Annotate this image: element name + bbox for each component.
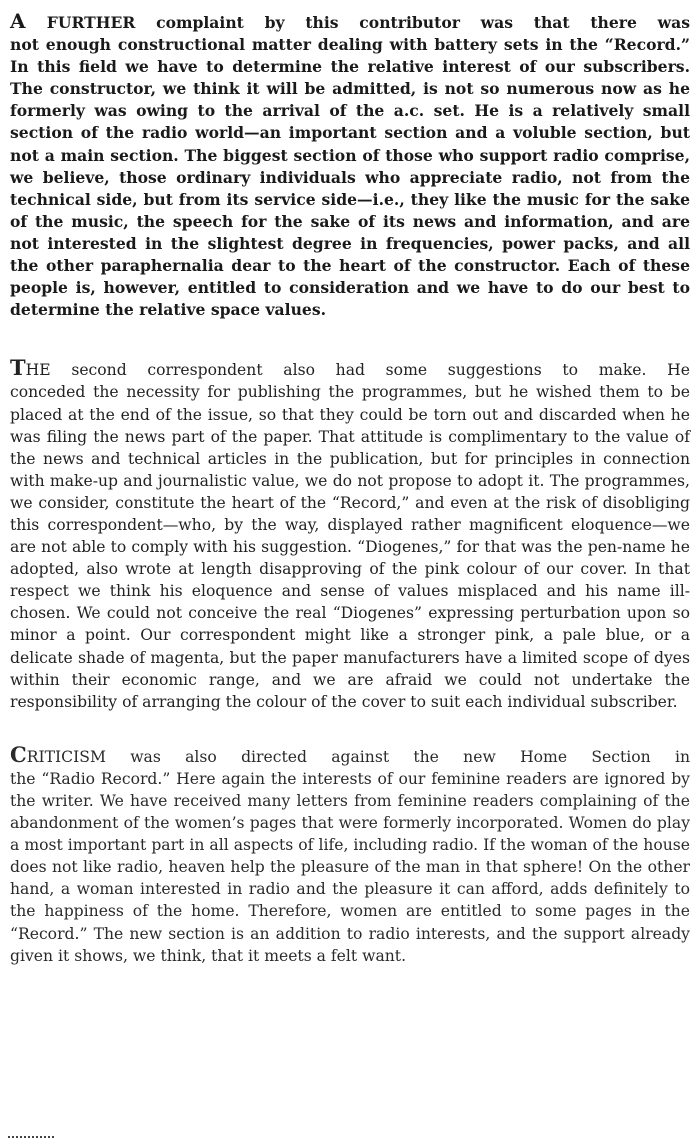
drop-initial: T [10, 355, 26, 381]
paragraph-opening-line [10, 357, 690, 381]
bottom-divider [8, 1136, 54, 1138]
drop-initial: A [10, 9, 27, 33]
paragraph-home-section [10, 741, 690, 967]
paragraph-opening-line [10, 10, 690, 34]
paragraph-body-text: not enough constructional matter dealing with battery sets in the “Record.” In this field we have to determine the relative interest of our subscribers. The constructor, we think it will be admitted, is not so numerous now as he formerly was owing to the arrival of the a.c. set. He is a relatively small section of the radio world—an important section and a voluble section, but not a main section. The biggest section of those who support radio comprise, we believe, those ordinary individuals who appreciate radio, not from the technical side, but from its service side—i.e., they like the music for the sake of the music, the speech for the sake of its news and information, and are not interested in the slightest degree in frequencies, power packs, and all the other paraphernalia dear to the heart of the constructor. Each of these people is, however, entitled to consideration and we have to do our best to determine the relative space values. [10, 35, 690, 320]
opening-line-text: HE second correspondent also had some suggestions to make. He [25, 361, 690, 380]
opening-line-text: complaint by this contributor was that there was [135, 13, 690, 32]
paragraph-body-text: conceded the necessity for publishing the programmes, but he wished them to be placed at the end of the issue, so that they could be torn out and discarded when he was filing the news part of the paper. That attitude is complimentary to the value of the news and technical articles in the publication, but for principles in connection with make-up and journalistic value, we do not propose to adopt it. The programmes, we consider, constitute the heart of the “Record,” and even at the risk of disobliging this correspondent—who, by the way, displayed rather magnificent eloquence—we are not able to comply with his suggestion. “Diogenes,” for that was the pen-name he adopted, also wrote at length disapproving of the pink colour of our cover. In that respect we think his eloquence and sense of values misplaced and his name ill-chosen. We could not conceive the real “Diogenes” expressing perturbation upon so minor a point. Our correspondent might like a stronger pink, a pale blue, or a delicate shade of magenta, but the paper manufacturers have a limited scope of dyes within their economic range, and we are afraid we could not undertake the responsibility of arranging the colour of the cover to suit each individual subscriber. [10, 383, 690, 711]
paragraph-body-text: the “Radio Record.” Here again the interests of our feminine readers are ignored by the writer. We have received many letters from feminine readers complaining of the abandonment of the women’s pages that were formerly incorporated. Women do play a most important part in all aspects of life, including radio. If the woman of the house does not like radio, heaven help the pleasure of the man in that sphere! On the other hand, a woman interested in radio and the pleasure it can afford, adds definitely to the happiness of the home. Therefore, women are entitled to some pages in the “Record.” The new section is an addition to radio interests, and the support already given it shows, we think, that it meets a felt want. [10, 769, 690, 965]
opening-caps-word: FURTHER [46, 13, 136, 32]
opening-line-text: RITICISM was also directed against the new Home Section in [26, 747, 690, 766]
drop-initial: C [10, 741, 27, 767]
paragraph-programmes [10, 357, 690, 713]
article-page [10, 10, 690, 967]
paragraph-opening-line [10, 741, 690, 768]
paragraph-battery-sets [10, 10, 690, 321]
